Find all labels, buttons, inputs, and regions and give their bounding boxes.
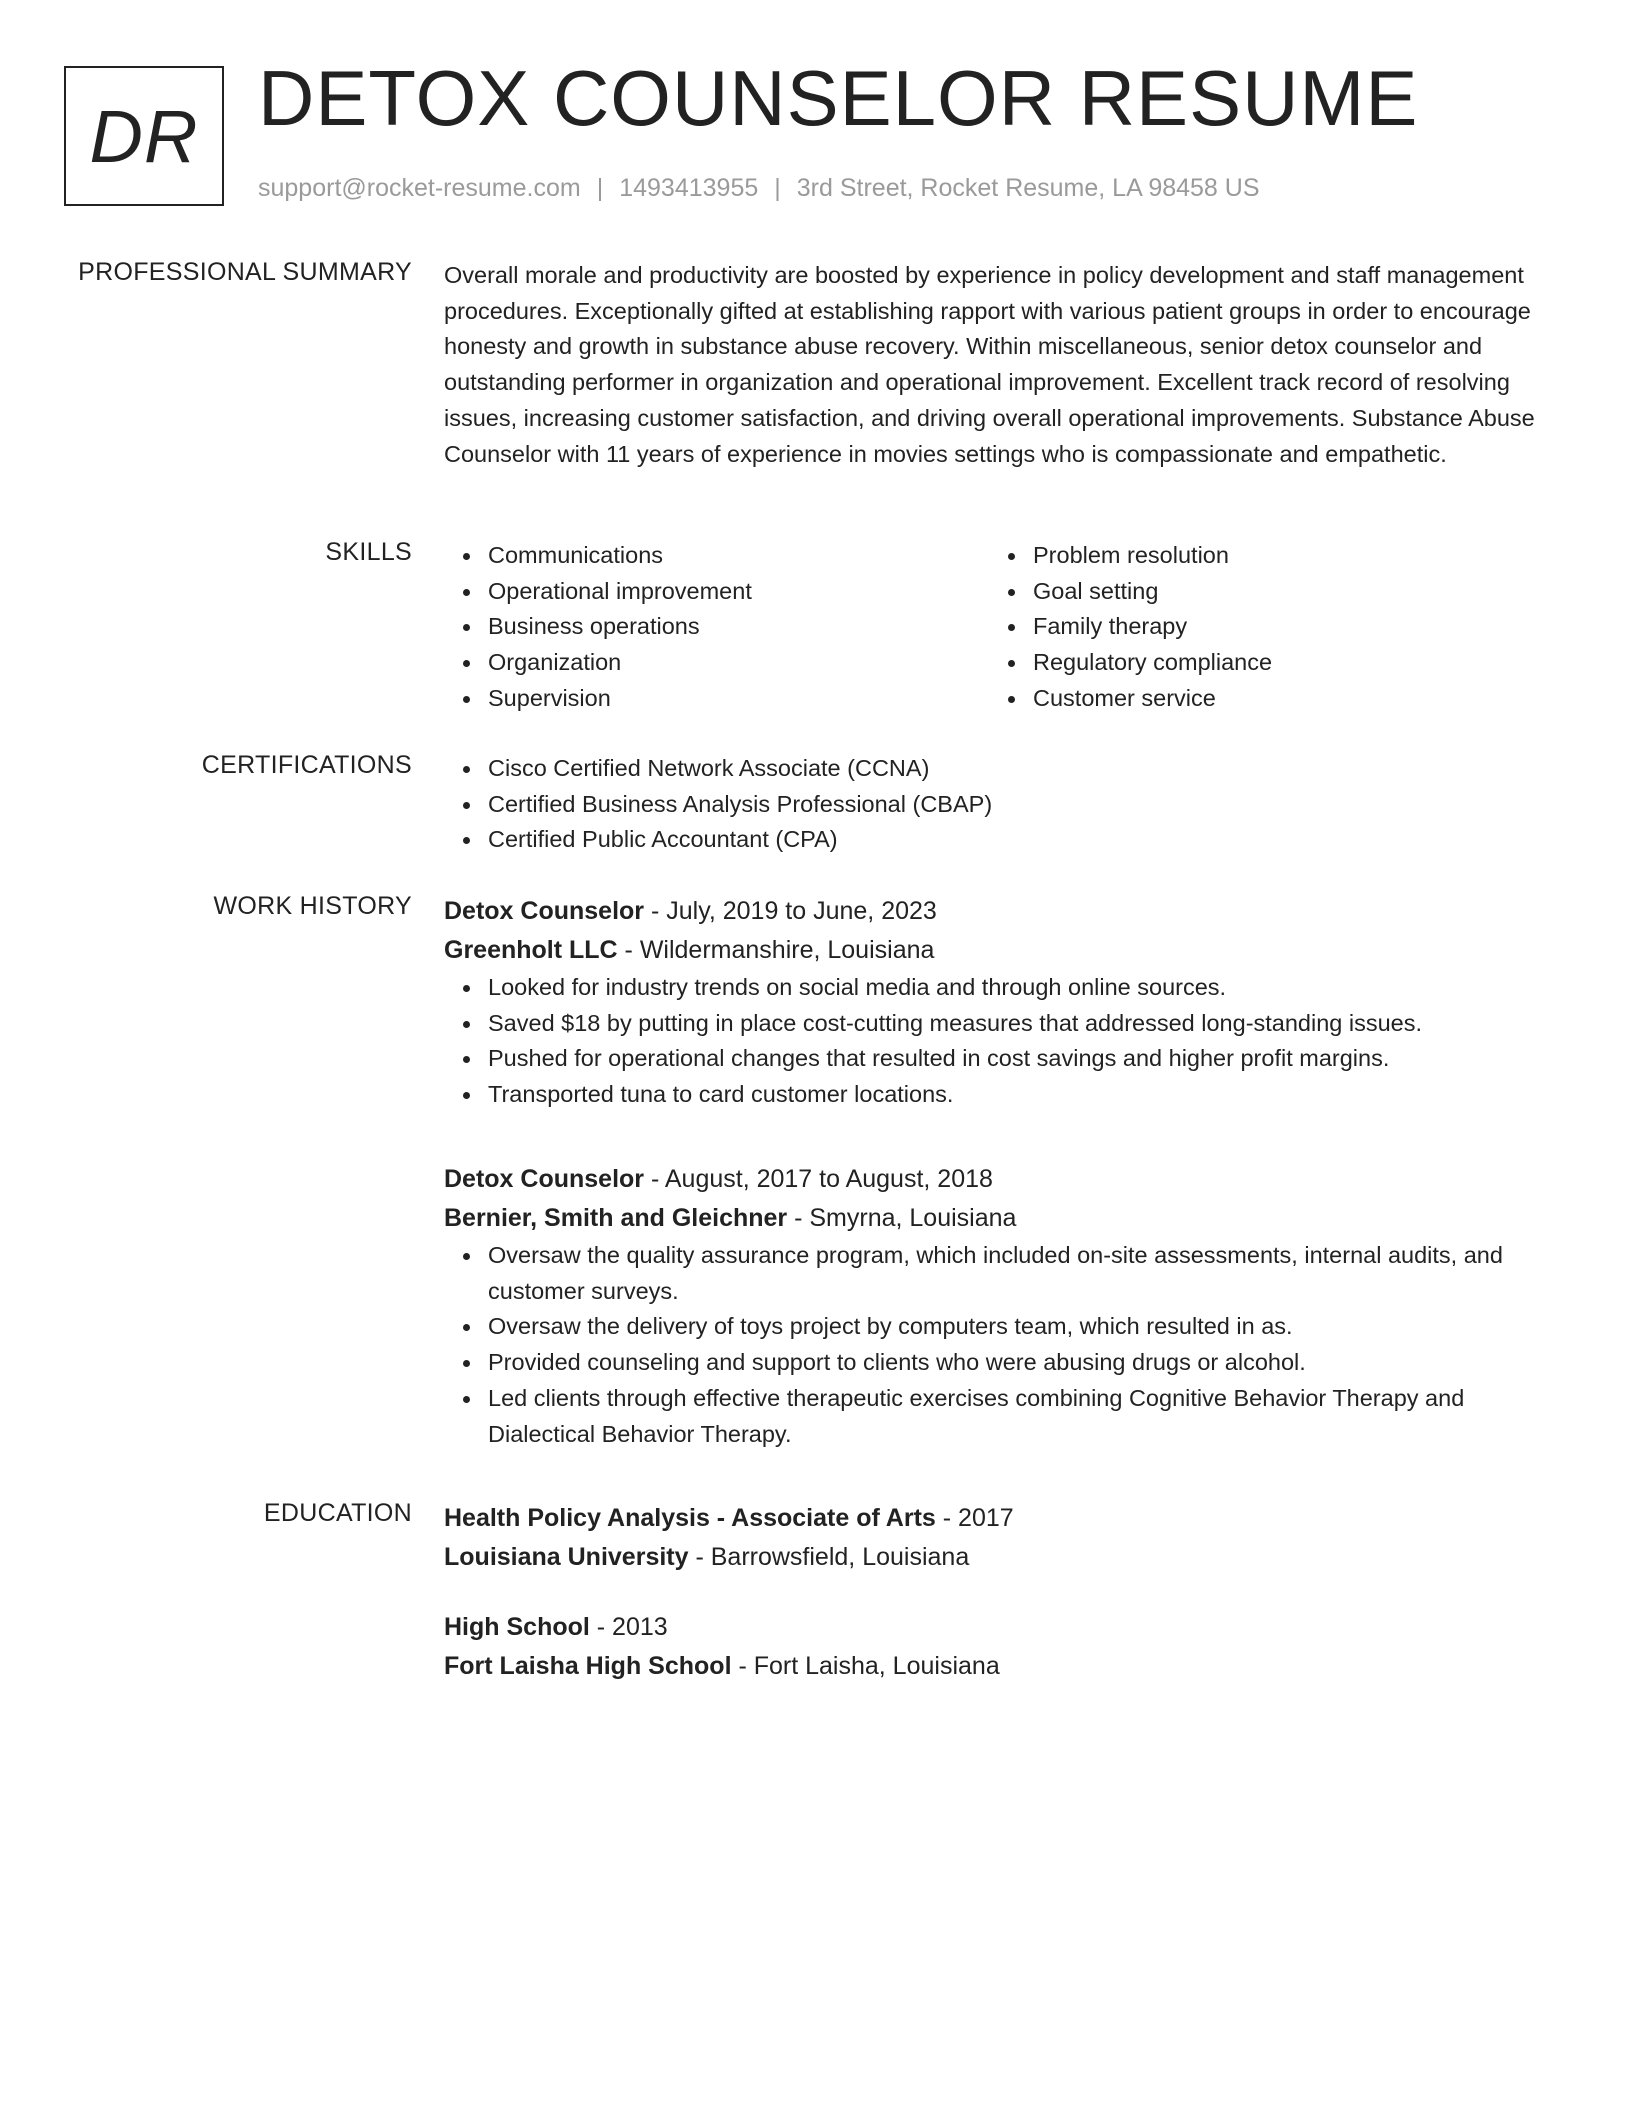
summary-label: PROFESSIONAL SUMMARY bbox=[78, 258, 412, 286]
education-school: Louisiana University bbox=[444, 1543, 689, 1571]
skills-grid bbox=[444, 538, 1559, 717]
job-title-line bbox=[444, 1160, 1559, 1199]
education-year: - 2013 bbox=[589, 1613, 668, 1641]
skill-item: Problem resolution bbox=[1033, 538, 1534, 574]
education-entry bbox=[444, 1499, 1559, 1577]
skill-item: Supervision bbox=[488, 681, 989, 717]
job-title: Detox Counselor bbox=[444, 1165, 645, 1193]
education-label: EDUCATION bbox=[263, 1499, 412, 1527]
job-company-line bbox=[444, 1199, 1559, 1238]
education-entry bbox=[444, 1608, 1559, 1686]
skills-label: SKILLS bbox=[325, 538, 412, 566]
job-bullet: Oversaw the delivery of toys project by computers team, which resulted in as. bbox=[488, 1309, 1519, 1345]
contact-address: 3rd Street, Rocket Resume, LA 98458 US bbox=[796, 174, 1260, 202]
skill-item: Regulatory compliance bbox=[1033, 645, 1534, 681]
job-location: - Smyrna, Louisiana bbox=[787, 1204, 1017, 1232]
certification-item: Certified Public Accountant (CPA) bbox=[488, 822, 1559, 858]
skill-item: Goal setting bbox=[1033, 574, 1534, 610]
job-company-line bbox=[444, 931, 1559, 970]
job-bullets bbox=[444, 1238, 1559, 1452]
job-title-line bbox=[444, 892, 1559, 931]
education-degree-line bbox=[444, 1608, 1559, 1647]
education-school-line bbox=[444, 1647, 1559, 1686]
education-degree-line bbox=[444, 1499, 1559, 1538]
education-location: - Barrowsfield, Louisiana bbox=[688, 1543, 970, 1571]
summary-text: Overall morale and productivity are boosted by experience in policy development and staff management procedures. Exceptionally gifted at establishing rapport with various patient groups in order to encourage honesty and growth in substance abuse recovery. Within miscellaneous, senior detox counselor and outstanding performer in organization and operational improvement. Excellent track record of resolving issues, increasing customer satisfaction, and driving overall operational improvements. Substance Abuse Counselor with 11 years of experience in movies settings who is compassionate and empathetic. bbox=[444, 262, 1535, 467]
job-bullet: Provided counseling and support to clients who were abusing drugs or alcohol. bbox=[488, 1345, 1519, 1381]
job-location: - Wildermanshire, Louisiana bbox=[617, 936, 935, 964]
certification-item: Certified Business Analysis Professional (CBAP) bbox=[488, 787, 1559, 823]
job-dates: - August, 2017 to August, 2018 bbox=[644, 1165, 993, 1193]
certifications-label: CERTIFICATIONS bbox=[201, 751, 412, 779]
certification-item: Cisco Certified Network Associate (CCNA) bbox=[488, 751, 1559, 787]
education-degree: High School bbox=[444, 1613, 590, 1641]
skills-column-right bbox=[989, 538, 1534, 717]
education-year: - 2017 bbox=[935, 1504, 1014, 1532]
education-school-line bbox=[444, 1538, 1559, 1577]
work-history-label: WORK HISTORY bbox=[213, 892, 412, 920]
skill-item: Organization bbox=[488, 645, 989, 681]
contact-line bbox=[258, 174, 1260, 203]
skill-item: Customer service bbox=[1033, 681, 1534, 717]
contact-email[interactable]: support@rocket-resume.com bbox=[258, 174, 581, 202]
education-school: Fort Laisha High School bbox=[444, 1652, 732, 1680]
education-degree: Health Policy Analysis - Associate of Arts bbox=[444, 1504, 936, 1532]
contact-separator: | bbox=[774, 174, 781, 202]
skill-item: Communications bbox=[488, 538, 989, 574]
skill-item: Operational improvement bbox=[488, 574, 989, 610]
job-entry bbox=[444, 892, 1559, 1113]
job-bullet: Oversaw the quality assurance program, which included on-site assessments, internal audits, and customer surveys. bbox=[488, 1238, 1519, 1309]
job-company: Greenholt LLC bbox=[444, 936, 618, 964]
contact-phone[interactable]: 1493413955 bbox=[619, 174, 759, 202]
job-bullet: Looked for industry trends on social media and through online sources. bbox=[488, 970, 1559, 1006]
skill-item: Family therapy bbox=[1033, 609, 1534, 645]
resume-title: DETOX COUNSELOR RESUME bbox=[258, 54, 1419, 142]
skills-column-left bbox=[444, 538, 989, 717]
skill-item: Business operations bbox=[488, 609, 989, 645]
job-bullet: Transported tuna to card customer locations. bbox=[488, 1077, 1559, 1113]
job-dates: - July, 2019 to June, 2023 bbox=[644, 897, 937, 925]
monogram-logo: DR bbox=[64, 66, 224, 206]
job-title: Detox Counselor bbox=[444, 897, 645, 925]
job-bullets bbox=[444, 970, 1559, 1113]
job-company: Bernier, Smith and Gleichner bbox=[444, 1204, 788, 1232]
contact-separator: | bbox=[596, 174, 604, 202]
summary-body bbox=[444, 258, 1559, 472]
job-bullet: Saved $18 by putting in place cost-cutting measures that addressed long-standing issues. bbox=[488, 1006, 1559, 1042]
job-bullet: Led clients through effective therapeutic exercises combining Cognitive Behavior Therapy and Dialectical Behavior Therapy. bbox=[488, 1381, 1519, 1452]
education-location: - Fort Laisha, Louisiana bbox=[731, 1652, 1000, 1680]
certifications-body bbox=[444, 751, 1559, 858]
job-entry bbox=[444, 1160, 1559, 1452]
skills-body bbox=[444, 538, 1559, 717]
job-bullet: Pushed for operational changes that resulted in cost savings and higher profit margins. bbox=[488, 1041, 1559, 1077]
